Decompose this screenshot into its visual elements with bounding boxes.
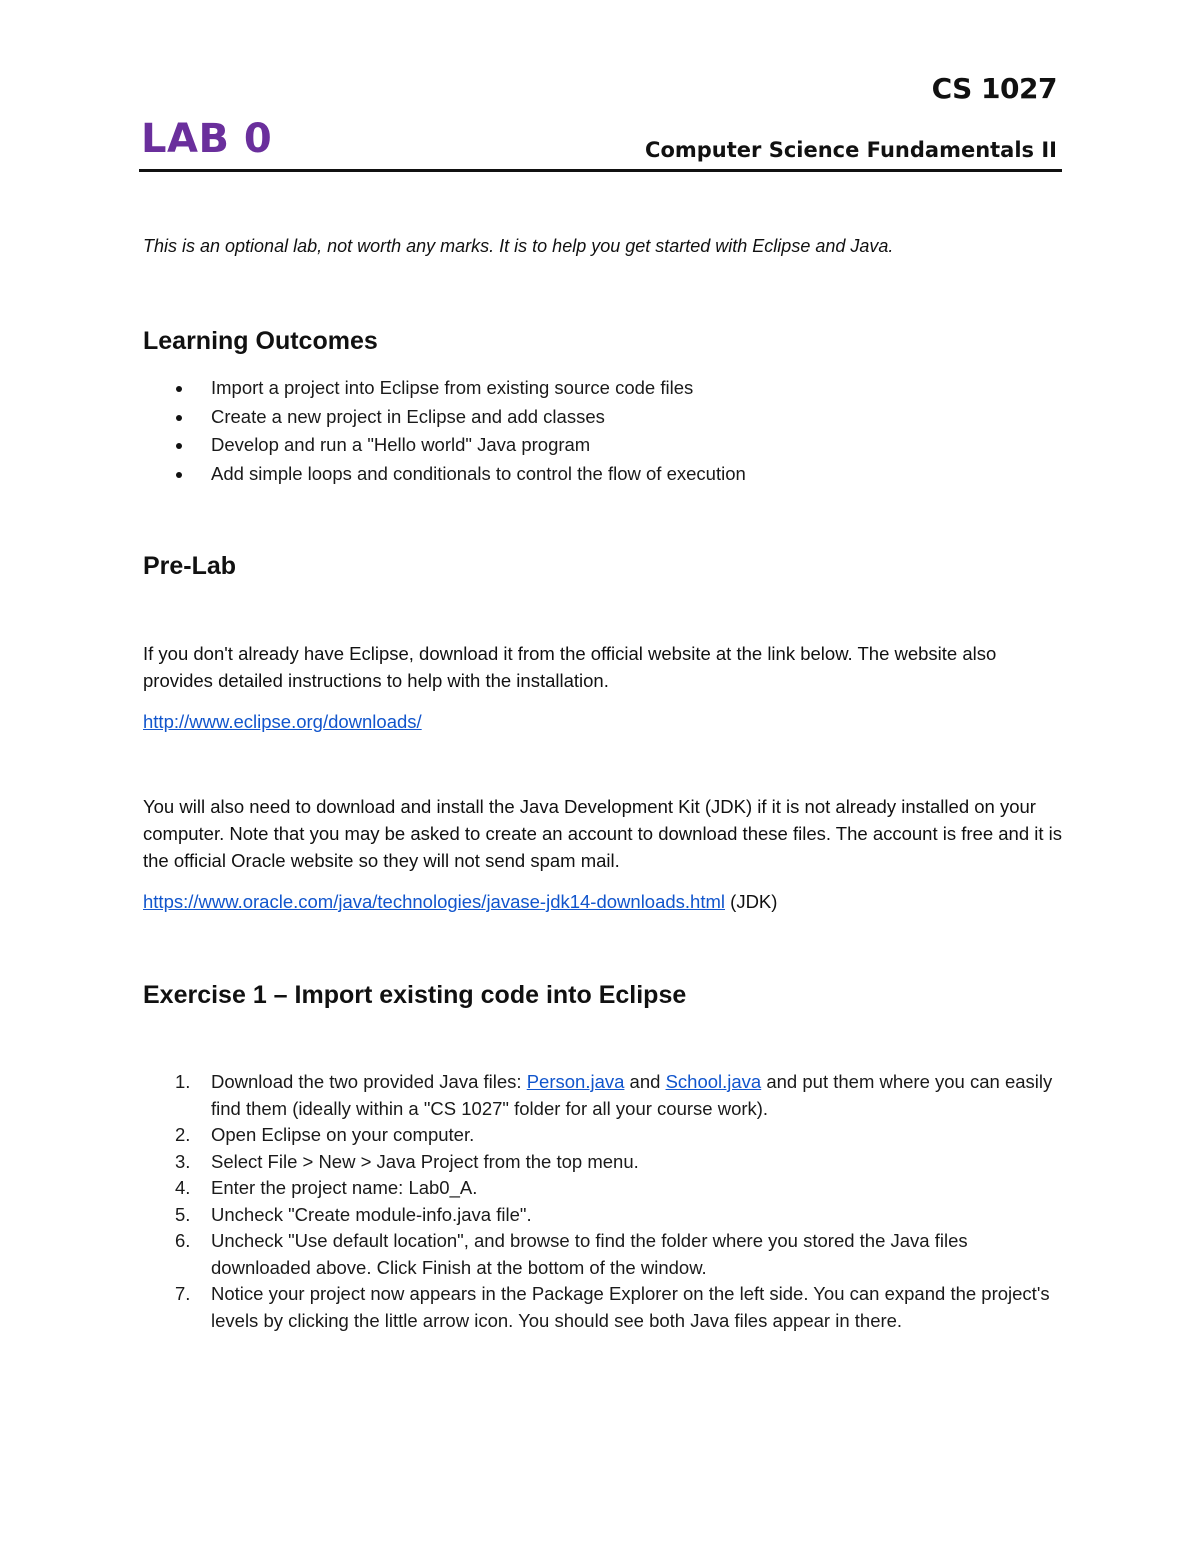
eclipse-download-link[interactable]: http://www.eclipse.org/downloads/ xyxy=(143,711,422,732)
prelab-paragraph-eclipse: If you don't already have Eclipse, download it from the official website at the link below. The website also provides detailed instructions to help with the installation. xyxy=(143,643,997,691)
list-item xyxy=(143,1122,1063,1149)
step-number: 1. xyxy=(175,1071,191,1092)
jdk-link-line xyxy=(143,888,1063,915)
step-number: 3. xyxy=(175,1150,191,1172)
step-number: 6. xyxy=(175,1230,191,1251)
learning-outcomes-list xyxy=(143,374,746,488)
learning-outcomes-heading: Learning Outcomes xyxy=(143,327,378,355)
step-number: 5. xyxy=(175,1203,191,1225)
step-text: and put them where you can easily find them (ideally within a "CS 1027" folder for all your course work). xyxy=(211,1071,1053,1119)
intro-note: This is an optional lab, not worth any marks. It is to help you get started with Eclipse and Java. xyxy=(143,236,894,256)
step-text: Notice your project now appears in the Package Explorer on the left side. You can expand the project's levels by clicking the little arrow icon. You should see both Java files appear in there. xyxy=(211,1283,1050,1331)
step-number: 7. xyxy=(175,1283,191,1304)
list-item xyxy=(143,1175,1063,1202)
list-item: Create a new project in Eclipse and add classes xyxy=(143,403,746,432)
list-item xyxy=(143,1228,1063,1281)
jdk-link-suffix: (JDK) xyxy=(725,891,778,912)
step-number: 4. xyxy=(175,1177,191,1198)
exercise1-steps xyxy=(143,1069,1063,1334)
person-java-link[interactable]: Person.java xyxy=(526,1071,625,1092)
step-text: Open Eclipse on your computer. xyxy=(211,1124,475,1145)
list-item xyxy=(143,1149,1063,1176)
prelab-paragraph-jdk: You will also need to download and install the Java Development Kit (JDK) if it is not already installed on your computer. Note that you may be asked to create an account to download these files. The account is free and it is the official Oracle website so they will not send spam mail. xyxy=(143,796,1063,871)
list-item: Develop and run a "Hello world" Java program xyxy=(143,431,746,460)
header-divider xyxy=(139,169,1062,172)
list-item xyxy=(143,1281,1063,1334)
step-text: Uncheck "Create module-info.java file". xyxy=(211,1203,532,1225)
course-name: Computer Science Fundamentals II xyxy=(645,138,1057,162)
lab-title: LAB 0 xyxy=(141,116,273,162)
school-java-link[interactable]: School.java xyxy=(665,1071,762,1092)
list-item xyxy=(143,1069,1063,1122)
list-item: Import a project into Eclipse from existing source code files xyxy=(143,374,746,403)
step-text: Uncheck "Use default location", and browse to find the folder where you stored the Java files downloaded above. Click Finish at the bottom of the window. xyxy=(211,1230,968,1278)
step-text: Download the two provided Java files: xyxy=(211,1071,527,1092)
step-text: Select File > New > Java Project from the top menu. xyxy=(211,1150,639,1172)
course-code: CS 1027 xyxy=(931,72,1057,105)
step-text: and xyxy=(624,1071,666,1092)
list-item xyxy=(143,1202,1063,1229)
eclipse-link-line xyxy=(143,708,1063,735)
exercise1-heading: Exercise 1 – Import existing code into Eclipse xyxy=(143,981,687,1009)
jdk-download-link[interactable]: https://www.oracle.com/java/technologies/javase-jdk14-downloads.html xyxy=(143,891,726,912)
step-text: Enter the project name: Lab0_A. xyxy=(211,1177,478,1198)
list-item: Add simple loops and conditionals to control the flow of execution xyxy=(143,460,746,489)
step-number: 2. xyxy=(175,1124,191,1145)
prelab-heading: Pre-Lab xyxy=(143,552,237,580)
